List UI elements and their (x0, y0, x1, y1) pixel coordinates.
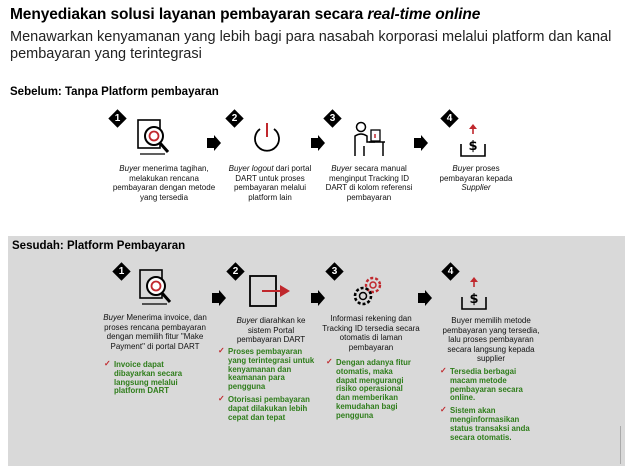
before-step-2-caption: Buyer logout dari portal DART untuk proses pembayaran melalui platform lain (228, 164, 312, 202)
after-arrow-3-icon (418, 290, 432, 306)
check-icon: ✓ (218, 346, 225, 355)
benefit-item: ✓ Dengan adanya fitur otomatis, maka dapat mengurangi risiko operasional dan memberikan kemudahan bagi pengguna (326, 357, 411, 420)
benefit-item: ✓ Sistem akan menginformasikan status transaksi anda secara otomatis. (440, 405, 530, 442)
before-step-1-caption: Buyer menerima tagihan, melakukan rencana pembayaran dengan metode yang tersedia (112, 164, 216, 202)
benefit-item: ✓ Tersedia berbagai macam metode pembayaran secara online. (440, 366, 523, 403)
svg-text:$: $ (468, 139, 478, 154)
after-arrow-1-icon (212, 290, 226, 306)
check-icon: ✓ (218, 393, 225, 403)
benefit-item: ✓ Invoice dapat dibayarkan secara langsung melalui platform DART (104, 359, 183, 396)
after-step-3-badge: 3 (326, 263, 343, 280)
magnifier-invoice-icon (137, 268, 175, 313)
after-step-1-benefits (104, 361, 196, 400)
check-icon: ✓ (440, 405, 447, 415)
after-arrow-2-icon (311, 290, 325, 306)
gears-icon (352, 272, 388, 313)
title-main: Menyediakan solusi layanan pembayaran secara (10, 6, 368, 23)
before-step-3-caption: Buyer secara manual menginput Tracking ID DART di kolom referensi pembayaran (325, 164, 413, 202)
before-arrow-2-icon (311, 135, 325, 151)
before-step-4-badge: 4 (441, 110, 458, 127)
benefit-item: ✓ Proses pembayaran yang terintegrasi untuk kenyamanan dan keamanan para pengguna (218, 346, 315, 392)
after-step-2-benefits (218, 348, 318, 426)
person-desk-icon (351, 120, 387, 163)
payment-tray-icon (459, 124, 487, 163)
after-step-4-badge: 4 (442, 263, 459, 280)
after-step-2-badge: 2 (227, 263, 244, 280)
page-subtitle: Menawarkan kenyamanan yang lebih bagi para nasabah korporasi melalui platform dan kanal pembayaran yang terintegrasi (10, 29, 612, 62)
page-title (10, 6, 480, 24)
check-icon: ✓ (104, 359, 111, 368)
before-step-2-badge: 2 (226, 110, 243, 127)
before-arrow-1-icon (207, 135, 221, 151)
redirect-icon (248, 274, 292, 313)
page-corner-mark (620, 426, 628, 464)
benefit-item: ✓ Otorisasi pembayaran dapat dilakukan lebih cepat dan tepat (218, 393, 310, 422)
after-step-3-benefits (326, 359, 414, 425)
after-step-1-caption: Buyer Menerima invoice, dan proses rencana pembayaran dengan memilih fitur "Make Payment" di portal DART (103, 313, 207, 351)
magnifier-invoice-icon (135, 118, 173, 163)
power-icon (249, 120, 285, 161)
title-italic: real-time online (367, 6, 481, 23)
check-icon: ✓ (326, 357, 333, 366)
before-arrow-3-icon (414, 135, 428, 151)
before-step-1-badge: 1 (109, 110, 126, 127)
after-step-2-caption: Buyer diarahkan ke sistem Portal pembayaran DART (236, 316, 306, 345)
after-step-4-caption: Buyer memilih metode pembayaran yang tersedia, lalu proses pembayaran secara langsung kepada supplier (442, 316, 540, 364)
after-step-1-badge: 1 (113, 263, 130, 280)
payment-tray-icon (460, 277, 488, 316)
before-step-3-badge: 3 (324, 110, 341, 127)
after-section-label: Sesudah: Platform Pembayaran (12, 240, 186, 252)
after-step-4-benefits (440, 368, 538, 446)
check-icon: ✓ (440, 366, 447, 375)
before-section-label: Sebelum: Tanpa Platform pembayaran (10, 86, 219, 98)
svg-text:$: $ (469, 292, 479, 307)
before-step-4-caption: Buyer proses pembayaran kepada Supplier (439, 164, 513, 193)
after-step-3-caption: Informasi rekening dan Tracking ID tersedia secara otomatis di laman pembayaran (322, 314, 420, 352)
